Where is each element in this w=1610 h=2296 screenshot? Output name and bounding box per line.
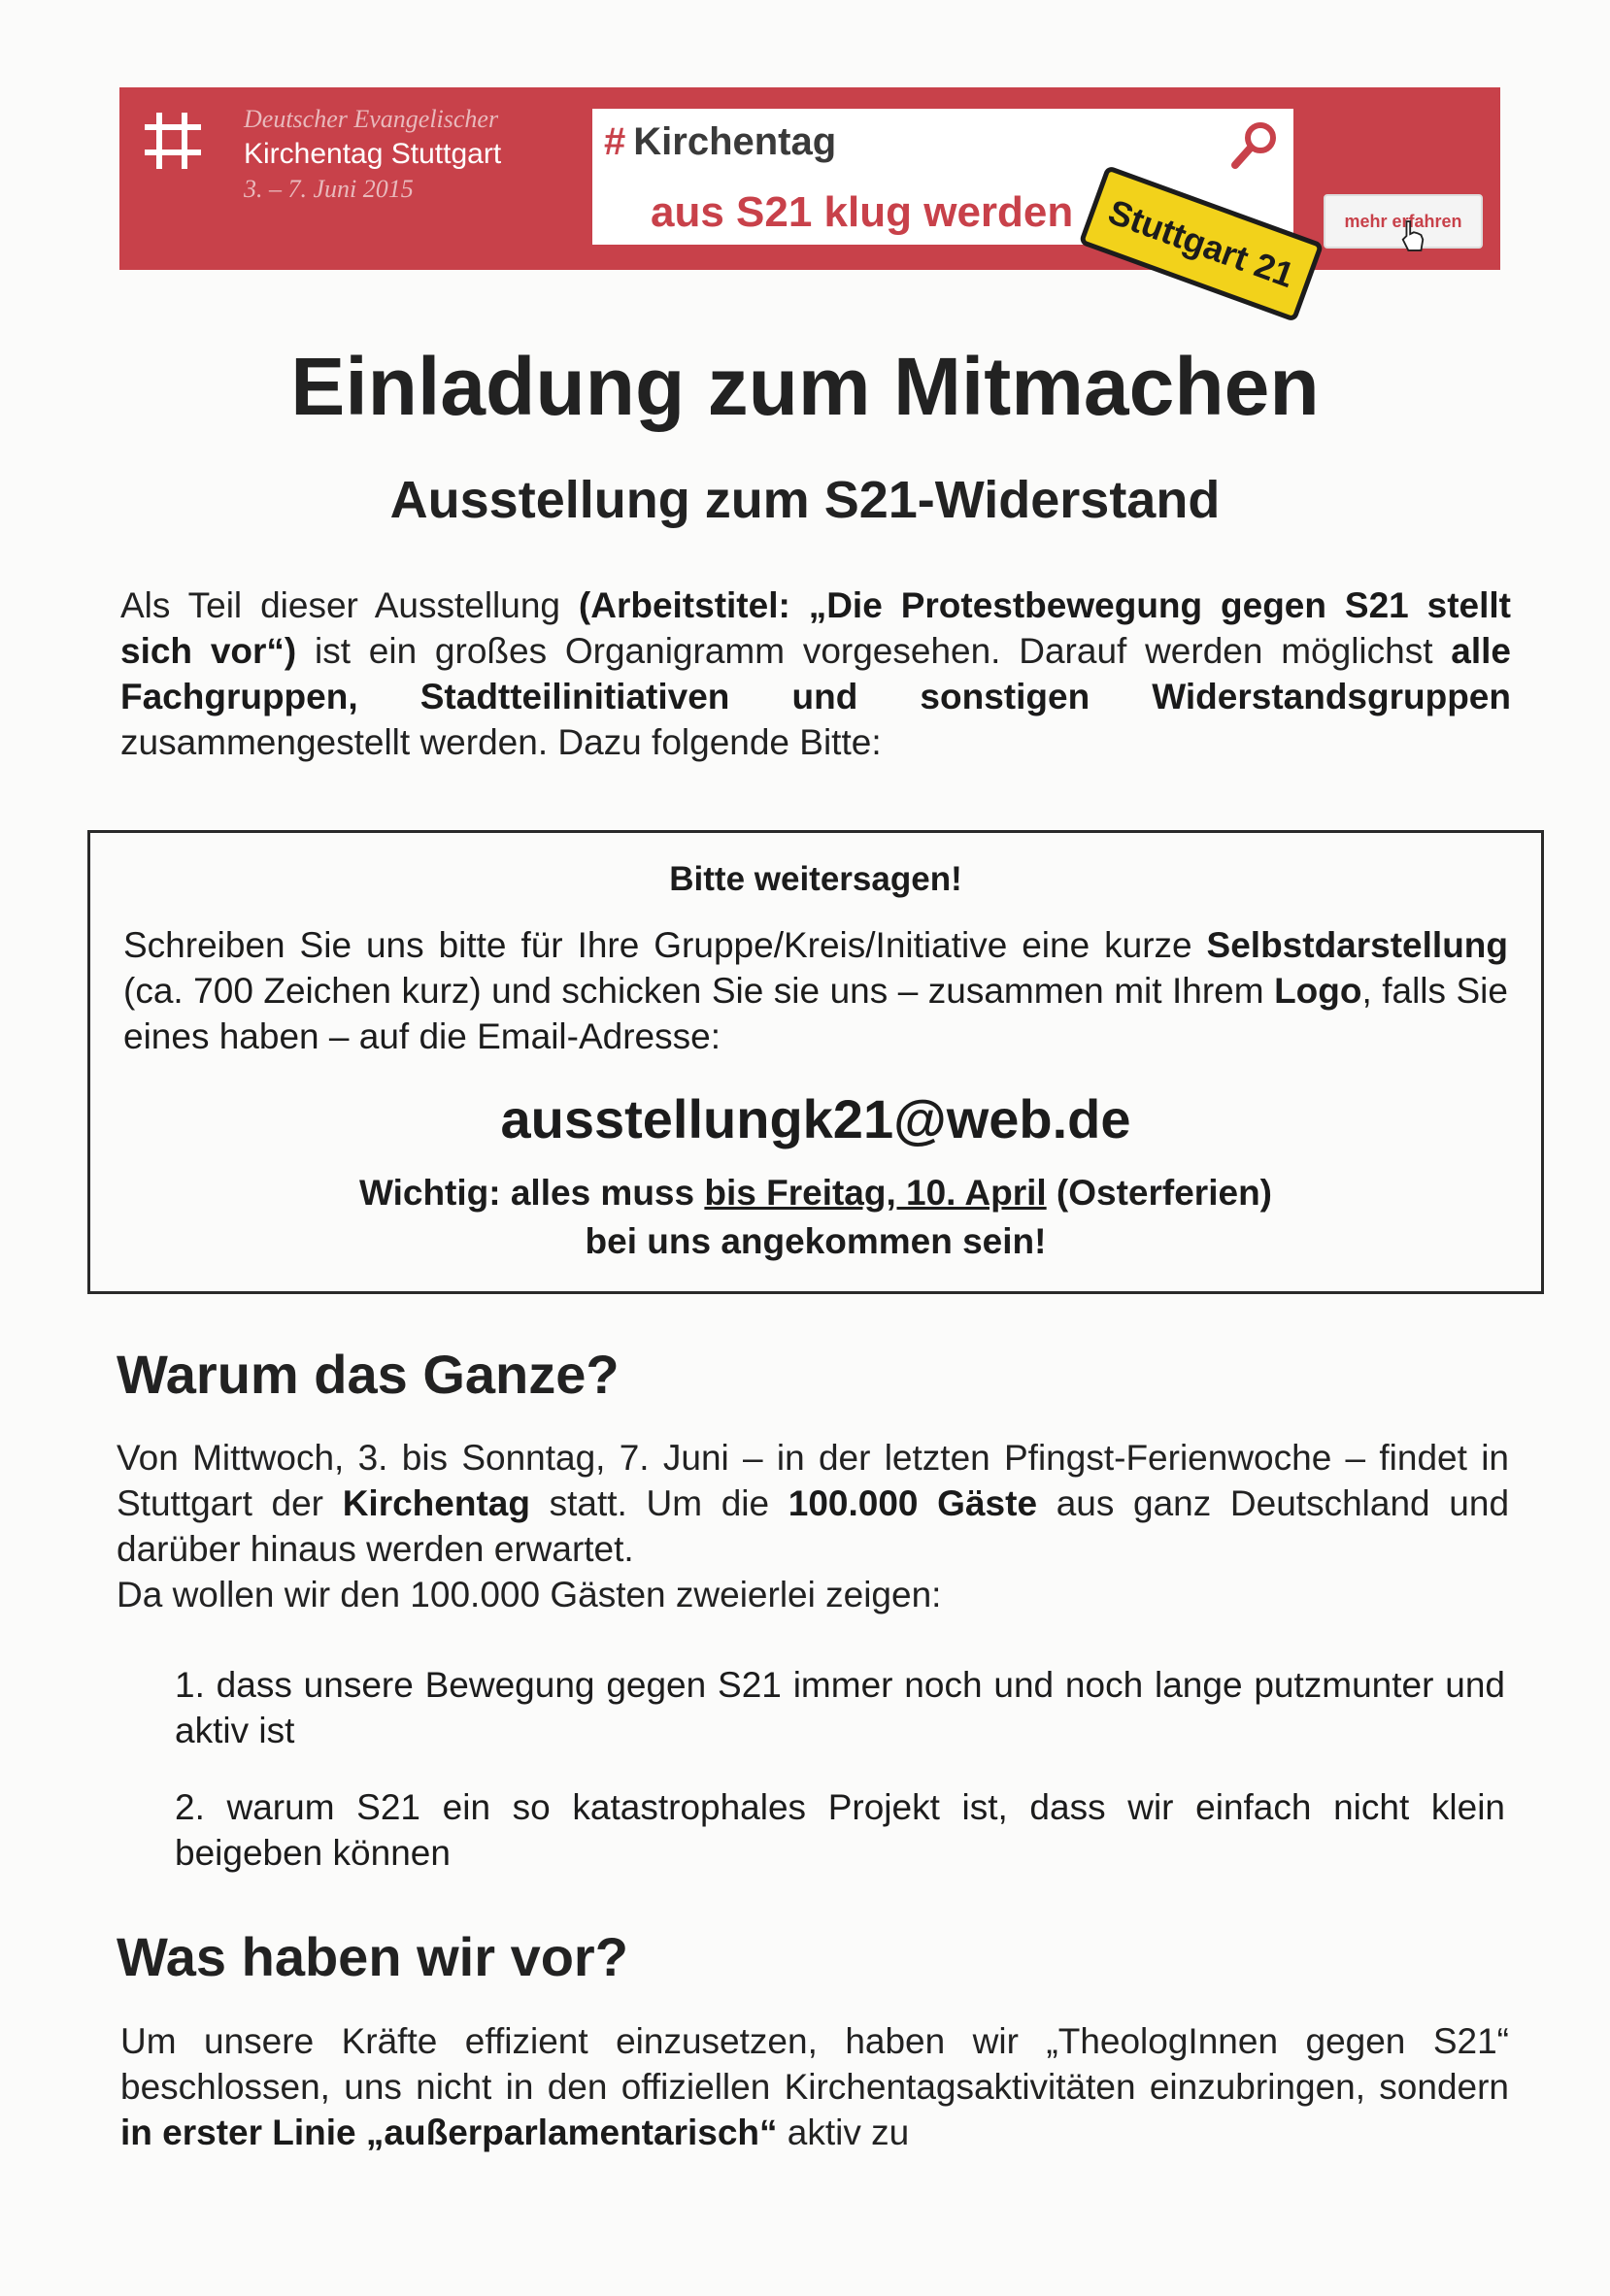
more-info-label: mehr erfahren: [1344, 211, 1462, 231]
request-text-3: , falls Sie eines haben – auf die Email-Adresse:: [123, 971, 1508, 1056]
org-line-1: Deutscher Evangelischer: [244, 105, 499, 133]
intro-text-3: zusammengestellt werden. Dazu folgende Bitte:: [120, 722, 882, 762]
search-title-text: Kirchentag: [633, 120, 837, 163]
request-selbstdarstellung: Selbstdarstellung: [1206, 925, 1508, 965]
why-line-2: Da wollen wir den 100.000 Gästen zweierlei zeigen:: [117, 1575, 942, 1614]
intro-groups: alle Fachgruppen, Stadtteilinitiativen und sonstigen Widerstandsgruppen: [120, 631, 1511, 716]
intro-paragraph: [120, 582, 1511, 765]
list-item: 1. dass unsere Bewegung gegen S21 immer noch und noch lange putzmunter und aktiv ist: [175, 1665, 1505, 1750]
request-text-1: Schreiben Sie uns bitte für Ihre Gruppe/Kreis/Initiative eine kurze: [123, 925, 1207, 965]
section-why-paragraph: [117, 1435, 1509, 1617]
kirchentag-cross-logo-icon: [143, 111, 203, 171]
page-subtitle: Ausstellung zum S21-Widerstand: [389, 471, 1221, 529]
intro-working-title: (Arbeitstitel: „Die Protestbewegung gegen S21 stellt sich vor“): [120, 585, 1511, 671]
request-paragraph: [123, 922, 1508, 1059]
why-text-1: Von Mittwoch, 3. bis Sonntag, 7. Juni – in der letzten Pfingst-Ferienwoche – findet in Stuttgart der: [117, 1438, 1509, 1523]
section-heading-plan: Was haben wir vor?: [117, 1926, 628, 1987]
event-organizer: [244, 105, 501, 204]
hash-icon: #: [604, 120, 626, 163]
why-text-2: statt. Um die: [529, 1483, 788, 1523]
why-text-3: aus ganz Deutschland und darüber hinaus werden erwartet.: [117, 1483, 1510, 1569]
email-address[interactable]: ausstellungk21@web.de: [500, 1088, 1131, 1149]
search-title: [604, 120, 836, 164]
kirchentag-banner: [119, 87, 1500, 296]
why-kirchentag: Kirchentag: [342, 1483, 530, 1523]
list-item: 2. warum S21 ein so katastrophales Projekt ist, dass wir einfach nicht klein beigeben können: [175, 1787, 1505, 1873]
deadline-suffix: (Osterferien): [1046, 1173, 1272, 1213]
org-line-2: Kirchentag Stuttgart: [244, 138, 502, 170]
plan-text-1: Um unsere Kräfte effizient einzusetzen, haben wir „TheologInnen gegen S21“ beschlossen, uns nicht in den offiziellen Kirchentagsaktivitäten einzubringen, sondern: [120, 2021, 1509, 2107]
stuttgart21-town-sign: Stuttgart 21: [1078, 165, 1324, 322]
plan-bold: in erster Linie „außerparlamentarisch“: [120, 2113, 778, 2152]
intro-text-1: Als Teil dieser Ausstellung: [120, 585, 579, 625]
deadline-line-2: bei uns angekommen sein!: [585, 1221, 1047, 1261]
request-box: [87, 830, 1544, 1294]
page-title: Einladung zum Mitmachen: [290, 341, 1320, 432]
magnifier-icon[interactable]: [1227, 118, 1282, 173]
plan-text-2: aktiv zu: [777, 2113, 910, 2152]
hand-cursor-icon: [1399, 217, 1426, 254]
deadline-date: bis Freitag, 10. April: [704, 1173, 1047, 1213]
section-plan-paragraph: [120, 2018, 1509, 2155]
deadline-prefix: Wichtig: alles muss: [359, 1173, 705, 1213]
why-guests: 100.000 Gäste: [788, 1483, 1038, 1523]
section-heading-why: Warum das Ganze?: [117, 1344, 620, 1405]
request-logo: Logo: [1274, 971, 1362, 1011]
deadline-line: [90, 1173, 1541, 1214]
org-line-3: 3. – 7. Juni 2015: [244, 175, 414, 203]
request-text-2: (ca. 700 Zeichen kurz) und schicken Sie sie uns – zusammen mit Ihrem: [123, 971, 1275, 1011]
request-title: Bitte weitersagen!: [669, 860, 962, 898]
search-query-text: aus S21 klug werden: [651, 188, 1074, 236]
intro-text-2: ist ein großes Organigramm vorgesehen. Darauf werden möglichst: [296, 631, 1452, 671]
